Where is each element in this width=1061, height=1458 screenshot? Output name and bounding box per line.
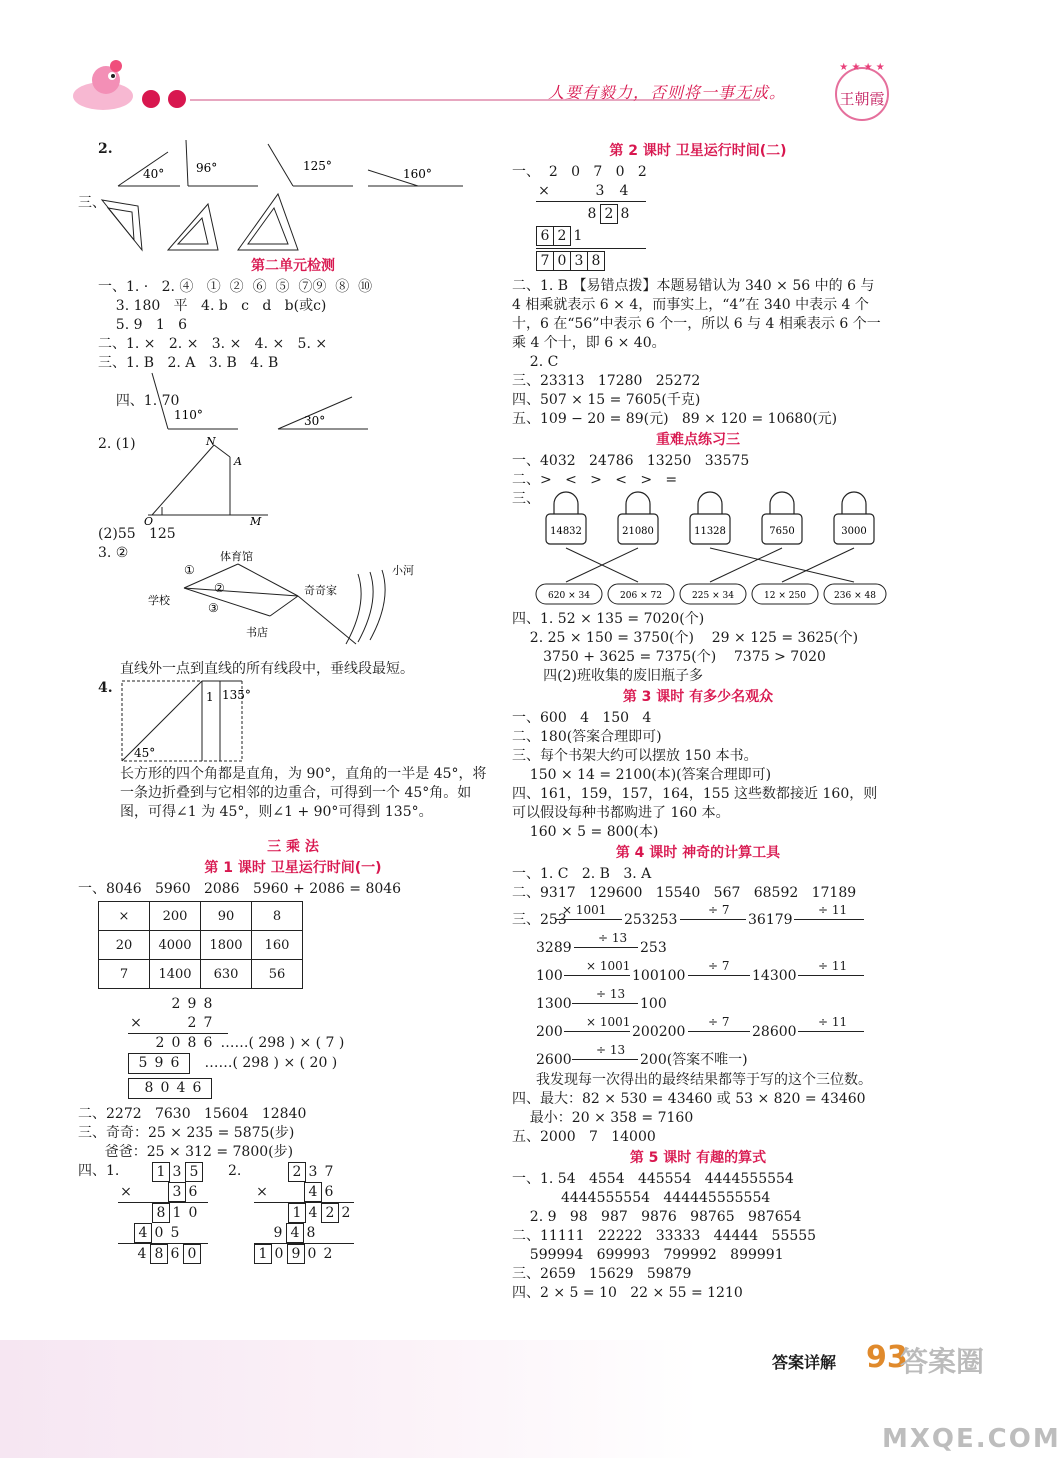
lesson-title: 第 2 课时 卫星运行时间(二)	[609, 143, 787, 159]
answer-line: 三、1. B 2. A 3. B 4. B	[98, 355, 279, 371]
footer-label: 答案详解	[772, 1353, 837, 1372]
answer-line: 2. 9 98 987 9876 98765 987654	[512, 1209, 802, 1225]
answer-line: 一、 2 0 7 0 2	[512, 164, 647, 180]
arrow-icon	[798, 1031, 864, 1032]
lesson-title: 第 4 课时 神奇的计算工具	[615, 845, 781, 861]
answer-line: 四、1. 52 × 135 = 7020(个)	[512, 611, 705, 627]
unit3-title: 三 乘 法	[267, 839, 319, 855]
calc-row: 5 9 6 ……( 298 ) × ( 20 )	[128, 1053, 488, 1074]
header-dot	[142, 90, 160, 108]
chain-row: 3289 ÷ 13 253	[536, 931, 667, 956]
answer-line: 一、4032 24786 13250 33575	[512, 453, 750, 469]
table-cell: 1800	[201, 931, 252, 960]
answer-line: 一、8046 5960 2086 5960 + 2086 = 8046	[78, 881, 402, 897]
question-label: 3. ②	[98, 545, 129, 561]
watermark: MXQE.COM	[882, 1424, 1061, 1454]
angle-diagrams	[118, 140, 478, 190]
angle-label: 110°	[174, 408, 203, 422]
table-cell: ×	[99, 902, 150, 931]
answer-line: 三、23313 17280 25272	[512, 373, 701, 389]
angle-label: 160°	[403, 167, 432, 181]
answer-line: 四、507 × 15 = 7605(千克)	[512, 392, 701, 408]
arrow-icon	[688, 975, 750, 976]
lesson-title: 第 5 课时 有趣的算式	[629, 1150, 767, 1166]
answer-line: 160 × 5 = 800(本)	[512, 824, 659, 840]
answer-line: 一、600 4 150 4	[512, 710, 652, 726]
table-cell: 1400	[150, 960, 201, 989]
angle-label: 125°	[303, 159, 332, 173]
arrow-icon	[572, 1003, 638, 1004]
question-label: 2.	[98, 141, 113, 157]
table-cell: 4000	[150, 931, 201, 960]
answer-line: 爸爸：25 × 312 = 7800(步)	[78, 1144, 294, 1160]
lock-value: 21080	[622, 526, 654, 537]
header-dot	[168, 90, 186, 108]
perpendicular-diagram	[98, 435, 488, 528]
fold-svg	[120, 679, 340, 765]
answer-line: 四(2)班收集的废旧瓶子多	[512, 668, 703, 684]
triangle-rulers	[78, 190, 488, 255]
answer-line: 二、> < > < > =	[512, 472, 678, 488]
table-cell: 7	[99, 960, 150, 989]
lock-value: 11328	[694, 526, 726, 537]
question-label: 4.	[98, 680, 113, 696]
key-expression: 620 × 34	[548, 591, 590, 601]
answer-line: 三、每个书架大约可以摆放 150 本书。	[512, 748, 758, 764]
arrow-icon	[556, 919, 622, 920]
mascot-icon	[68, 58, 138, 114]
angle-label: 45°	[134, 746, 156, 760]
answer-line: 150 × 14 = 2100(本)(答案合理即可)	[512, 767, 772, 783]
chain-row: 200 × 1001 200200 ÷ 7 28600 ÷ 11	[512, 1015, 884, 1043]
table-cell: 8	[252, 902, 303, 931]
answer-line: 3750 + 3625 = 7375(个) 7375 > 7020	[512, 649, 826, 665]
triangle-ruler-icons	[98, 190, 358, 255]
route-map	[98, 544, 488, 660]
vertical-calc-pair	[78, 1162, 488, 1262]
drill-title: 重难点练习三	[656, 432, 740, 448]
table-cell: 90	[201, 902, 252, 931]
chain-row: 2600 ÷ 13 200(答案不唯一)	[536, 1043, 748, 1068]
answer-line: 4444555554 444445555554	[512, 1190, 771, 1206]
lock-value: 7650	[769, 526, 795, 537]
table-cell: 200	[150, 902, 201, 931]
table-cell: 56	[252, 960, 303, 989]
answer-paragraph: 四、161，159，157，164，155 这些数都接近 160，则可以假设每种书都购进了 160 本。	[512, 786, 878, 821]
answer-line: 2. 25 × 150 = 3750(个) 29 × 125 = 3625(个)	[512, 630, 859, 646]
header-motto: 人要有毅力，否则将一事无成。	[548, 83, 787, 102]
point-label: O	[144, 515, 154, 528]
answer-paragraph: 长方形的四个角都是直角，为 90°，直角的一半是 45°，将一条边折叠到与它相邻的边重合，可得到一个 45°角。如图，可得∠1 为 45°，则∠1 + 90°可得到 135°。	[120, 766, 487, 820]
route-label: ③	[208, 601, 219, 615]
key-expression: 206 × 72	[620, 591, 662, 601]
calc-row: 2 9 8	[171, 996, 213, 1012]
answer-line: 最小：20 × 358 = 7160	[512, 1110, 694, 1126]
arrow-icon	[564, 1031, 630, 1032]
page-header	[0, 0, 1000, 130]
arrow-icon	[680, 919, 746, 920]
question-label: 三、	[512, 491, 540, 507]
brand-text: 王朝霞	[839, 90, 885, 108]
arrow-icon	[572, 1059, 638, 1060]
question-label: 四、1.	[78, 1163, 120, 1179]
chain-row: 1300 ÷ 13 100	[536, 987, 667, 1012]
brand-logo	[824, 60, 900, 124]
key-expression: 236 × 48	[834, 591, 876, 601]
table-cell: 160	[252, 931, 303, 960]
answer-line: 三、奇奇：25 × 235 = 5875(步)	[78, 1125, 295, 1141]
vertical-calc: × 3 4 8 2 8 6 2 1 7 0 3 8	[536, 182, 884, 271]
page-number: 93	[866, 1340, 908, 1375]
left-column	[78, 140, 488, 1262]
key-expression: 225 × 34	[692, 591, 734, 601]
route-label: ②	[214, 581, 225, 595]
answer-line: 二、11111 22222 33333 44444 55555	[512, 1228, 817, 1244]
unit2-title: 第二单元检测	[251, 258, 335, 274]
question-label: 2. (1)	[98, 436, 136, 452]
answer-line: 四、2 × 5 = 10 22 × 55 = 1210	[512, 1285, 743, 1301]
answer-stamp-logo: 答案圈	[900, 1345, 985, 1378]
answer-line: 二、9317 129600 15540 567 68592 17189	[512, 885, 857, 901]
arrow-icon	[798, 975, 864, 976]
question-label: 2.	[228, 1163, 242, 1179]
arrow-icon	[564, 975, 630, 976]
table-cell: 630	[201, 960, 252, 989]
arrow-icon	[574, 947, 638, 948]
answer-line: 四、最大：82 × 530 = 43460 或 53 × 820 = 43460	[512, 1091, 866, 1107]
map-label: 体育馆	[220, 550, 253, 563]
map-label: 学校	[148, 594, 170, 607]
lock-value: 3000	[841, 526, 867, 537]
table-cell: 20	[99, 931, 150, 960]
answer-line: 2. C	[512, 354, 559, 370]
angle-drawings	[98, 140, 488, 190]
perpendicular-svg	[138, 435, 278, 528]
point-label: N	[206, 435, 216, 448]
locks-and-keys	[512, 490, 884, 610]
calc-chain	[512, 903, 884, 1071]
answer-line: 二、1. × 2. × 3. × 4. × 5. ×	[98, 336, 328, 352]
answer-line: 3. 180 平 4. b c d b(或c)	[98, 298, 327, 314]
fold-diagram	[98, 679, 488, 765]
calc-row: × 2 7	[130, 1015, 213, 1031]
answer-line: 一、1. 54 4554 445554 4444555554	[512, 1171, 794, 1187]
answer-paragraph: 我发现每一次得出的最终结果都等于写的这个三位数。	[536, 1072, 872, 1088]
answer-line: 一、1. · 2. ④ ① ② ⑥ ⑤ ⑦⑨ ⑧ ⑩	[98, 279, 373, 295]
chain-row: 100 × 1001 100100 ÷ 7 14300 ÷ 11	[512, 959, 884, 987]
answer-line: 二、2272 7630 15604 12840	[78, 1106, 307, 1122]
answer-text: 四、1. 70	[115, 393, 180, 409]
angle-label: 40°	[143, 167, 165, 181]
route-map-svg	[148, 544, 438, 660]
key-expression: 12 × 250	[764, 591, 806, 601]
calc-row: 2 0 8 6 ……( 298 ) × ( 7 )	[155, 1035, 345, 1051]
lesson-title: 第 1 课时 卫星运行时间(一)	[204, 860, 382, 876]
locks-keys-svg	[536, 490, 886, 610]
angle-label: 96°	[196, 161, 218, 175]
arrow-icon	[688, 1031, 750, 1032]
chain-row: 三、253 × 1001 253253 ÷ 7 36179 ÷ 11	[512, 903, 884, 931]
angle-label: 30°	[304, 414, 326, 428]
answer-line: 5. 9 1 6	[98, 317, 188, 333]
route-label: ①	[184, 563, 195, 577]
answer-line: 直线外一点到直线的所有线段中，垂线段最短。	[120, 661, 414, 677]
vertical-calc	[128, 995, 488, 1099]
map-label: 书店	[246, 626, 268, 639]
lesson-title: 第 3 课时 有多少名观众	[622, 689, 774, 705]
right-column	[512, 140, 884, 1303]
answer-line: 一、1. C 2. B 3. A	[512, 866, 652, 882]
answer-line: 二、180(答案合理即可)	[512, 729, 662, 745]
page-footer	[0, 1340, 1000, 1458]
angle-label: 1	[206, 690, 214, 704]
answer-line: (2)55 125	[98, 526, 176, 542]
lock-value: 14832	[550, 526, 582, 537]
vertical-calc: 1 3 5 × 3 6 8 1 0 4 0 5 4 8 6 0	[118, 1162, 208, 1264]
calc-row: 8 0 4 6	[128, 1078, 488, 1099]
answer-line: 三、2659 15629 59879	[512, 1266, 692, 1282]
answer-paragraph: 二、1. B 【易错点拨】本题易错认为 340 × 56 中的 6 与 4 相乘就表示 6 × 4，而事实上，“4”在 340 中表示 4 个十，6 在“56”中表示 6 个一，所以 6 与 4 相乘表示 6 个一乘 4 个十，即 6 × 40。	[512, 278, 881, 351]
answer-line	[98, 373, 488, 435]
answer-line: 五、109 − 20 = 89(元) 89 × 120 = 10680(元)	[512, 411, 838, 427]
svg-text:★ ★ ★ ★: ★ ★ ★ ★	[839, 62, 885, 73]
map-label: 小河	[392, 564, 414, 577]
point-label: M	[250, 515, 262, 528]
question-label: 三、	[78, 195, 106, 211]
answer-line: 五、2000 7 14000	[512, 1129, 656, 1145]
angle-110-30-diagram	[138, 369, 398, 435]
arrow-icon	[794, 919, 864, 920]
map-label: 奇奇家	[304, 584, 337, 597]
point-label: A	[234, 455, 242, 468]
multiplication-table	[98, 901, 303, 989]
angle-label: 135°	[222, 688, 251, 702]
answer-line: 599994 699993 799992 899991	[512, 1247, 784, 1263]
vertical-calc: 2 3 7 × 4 6 1 4 2 2 9 4 8 1 0 9 0 2	[254, 1162, 354, 1264]
